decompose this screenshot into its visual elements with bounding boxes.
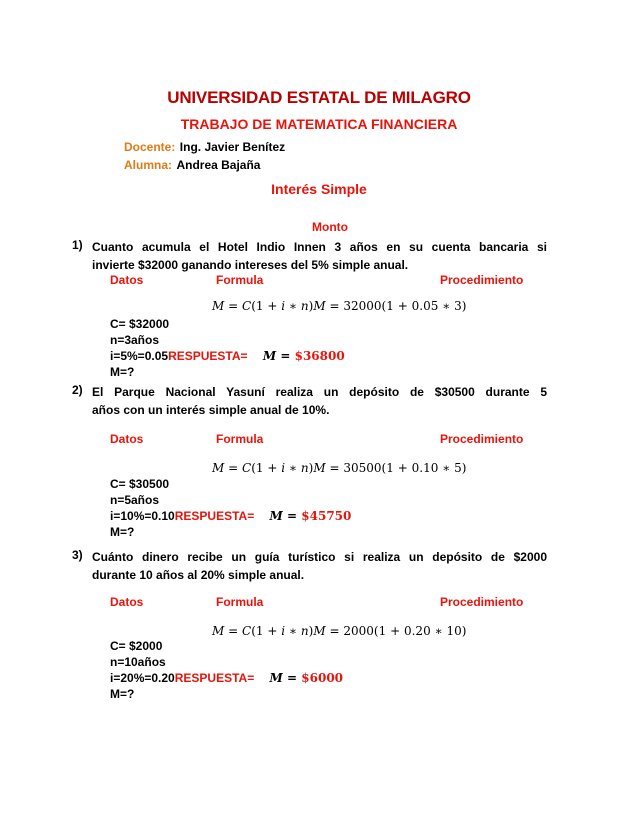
problem-text-line: El Parque Nacional Yasuní realiza un depósito de $30500 durante 5 [92, 385, 547, 399]
dato-interes-row [110, 348, 345, 364]
formula-general: M = C(1 + i ∗ n) [212, 299, 314, 313]
dato-interes: i=10%=0.10 [110, 509, 175, 523]
datos-header: Datos [110, 273, 144, 287]
alumna-name: Andrea Bajaña [176, 158, 261, 172]
dato-periodos: n=5años [110, 493, 160, 507]
respuesta-value: M = $36800 [262, 349, 345, 363]
problem-text-line: años con un interés simple anual de 10%. [92, 403, 330, 417]
dato-interes-row [110, 670, 343, 686]
dato-interes: i=20%=0.20 [110, 671, 175, 685]
respuesta-label: RESPUESTA= [174, 509, 255, 523]
problem-text-line: durante 10 años al 20% simple anual. [92, 568, 305, 582]
dato-capital: C= $2000 [110, 639, 163, 653]
procedimiento-header: Procedimiento [440, 595, 524, 609]
dato-capital: C= $32000 [110, 317, 170, 331]
docente-label: Docente: [124, 140, 176, 154]
formula-header: Formula [216, 432, 264, 446]
formula-header: Formula [216, 273, 264, 287]
formula-general: M = C(1 + i ∗ n) [212, 461, 314, 475]
datos-header: Datos [110, 595, 144, 609]
university-title: UNIVERSIDAD ESTATAL DE MILAGRO [167, 88, 471, 107]
respuesta-label: RESPUESTA= [174, 671, 255, 685]
procedimiento-header: Procedimiento [440, 432, 524, 446]
respuesta-result: $36800 [294, 349, 345, 363]
respuesta-result: $6000 [301, 671, 344, 685]
problem-text-line: Cuánto dinero recibe un guía turístico si realiza un depósito de $2000 [92, 550, 547, 564]
respuesta-value: M = $45750 [269, 509, 352, 523]
formula-substituted: M = 2000(1 + 0.20 ∗ 10) [313, 624, 467, 638]
problem-number: 1) [72, 238, 83, 252]
formula-substituted: M = 32000(1 + 0.05 ∗ 3) [313, 299, 467, 313]
formula-header: Formula [216, 595, 264, 609]
procedimiento-header: Procedimiento [440, 273, 524, 287]
formula-general: M = C(1 + i ∗ n) [212, 624, 314, 638]
formula-line [212, 461, 466, 475]
problem-text-line: invierte $32000 ganando intereses del 5% simple anual. [92, 258, 409, 272]
formula-line [212, 299, 466, 313]
problem-text-line: Cuanto acumula el Hotel Indio Innen 3 años en su cuenta bancaria si [92, 240, 547, 254]
alumna-line [124, 156, 260, 174]
dato-capital: C= $30500 [110, 477, 170, 491]
alumna-label: Alumna: [124, 158, 172, 172]
dato-periodos: n=10años [110, 655, 166, 669]
work-title: TRABAJO DE MATEMATICA FINANCIERA [180, 116, 458, 132]
dato-monto: M=? [110, 525, 135, 539]
problem-number: 2) [72, 383, 83, 397]
datos-list [110, 476, 351, 540]
docente-name: Ing. Javier Benítez [179, 140, 286, 154]
dato-periodos: n=3años [110, 333, 160, 347]
problem-statement [92, 548, 547, 584]
dato-monto: M=? [110, 687, 135, 701]
respuesta-result: $45750 [301, 509, 352, 523]
subsection-title: Monto [312, 220, 348, 234]
respuesta-label: RESPUESTA= [168, 349, 248, 363]
problem-number: 3) [72, 548, 83, 562]
datos-list [110, 316, 345, 380]
dato-interes-row [110, 508, 351, 524]
problem-statement [92, 238, 547, 274]
docente-line [124, 138, 285, 156]
section-title: Interés Simple [271, 181, 367, 197]
formula-line [212, 624, 466, 638]
problem-statement [92, 383, 547, 419]
dato-interes: i=5%=0.05 [110, 349, 169, 363]
formula-substituted: M = 30500(1 + 0.10 ∗ 5) [313, 461, 467, 475]
dato-monto: M=? [110, 365, 135, 379]
datos-list [110, 638, 343, 702]
datos-header: Datos [110, 432, 144, 446]
respuesta-value: M = $6000 [269, 671, 344, 685]
